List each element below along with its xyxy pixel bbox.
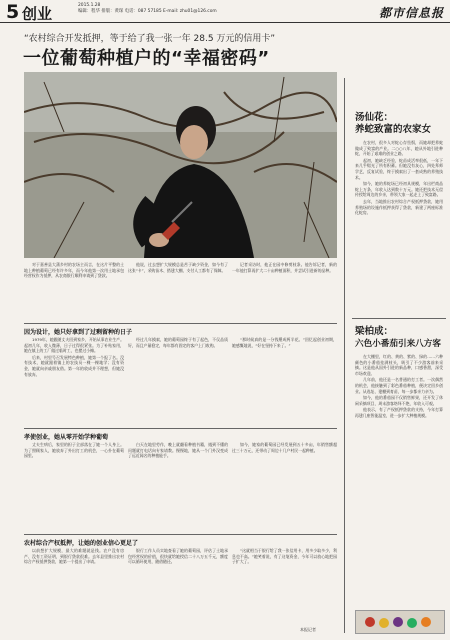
story-paragraph: 起初，她缺乏经验，蛇苗成活率很低，一年下来几乎赔光了所有积蓄。但她没有灰心，四处拜师学艺，反复试验，终于摸索出了一套成熟的养殖技术。 xyxy=(355,157,443,180)
tomato-icon xyxy=(356,611,444,633)
byline: 本报记者 xyxy=(300,627,316,632)
masthead-meta xyxy=(78,3,217,15)
story-paragraph: “那时候真的是一分钱掰成两半花。”回忆起创业初期，她感慨地说，“好在坚持下来了。” xyxy=(232,337,337,348)
side-story-1-headline xyxy=(355,112,431,136)
story-paragraph: 经过几年摸索，她的葡萄园终于有了起色，不仅品质好，而且产量稳定，每年都有固定的客户上门收购。 xyxy=(128,337,228,348)
side-story-1-name: 汤仙花： xyxy=(355,112,394,123)
newspaper-brand: 都市信息报 xyxy=(378,6,444,20)
intro-paragraph: 对于嘉善县大蒲乡村的农场主而言，在这片平整的土地上种植葡萄已经有许多年，而今年他第一次用土地承包经营权作为抵押，从农商银行顺利申请到了贷款。 xyxy=(24,262,124,279)
quote-headline: “农村综合开发抵押，等于给了我一张一年 28.5 万元的信用卡” xyxy=(24,34,276,44)
side-story-2-headline xyxy=(355,326,441,350)
story-paragraph: 丈夫生病后，家里的担子全部落在了她一个人身上。为了照顾家人，她放弃了外出打工的机会，一心扑在葡萄园里。 xyxy=(24,442,124,459)
intro-paragraph: 他说，过去想扩大规模总是苦于缺少资金，如今有了这张“卡”，采购苗木、搭建大棚、支付人工都有了保障。 xyxy=(128,262,228,273)
subheading-1: 因为设计，她只好拿到了过剩留种的日子 xyxy=(24,329,133,336)
tomato-thumbnail xyxy=(355,610,445,634)
story-paragraph: 以前想扩大规模，最大的难题就是钱。农户没有房产、没有工资证明，到银行贷款很难。去年县里推出农村综合产权抵押贷款，她第一个提出了申请。 xyxy=(24,548,124,565)
story-column xyxy=(24,442,124,530)
story-paragraph: 在大棚里，红的、黄的、紫的、绿的……六种颜色的小番茄挂满枝头，吸引了不少游客前来采摘。这是他从国外引进的新品种，口感香甜，深受市场欢迎。 xyxy=(355,354,443,376)
intro-column-3 xyxy=(232,262,337,320)
story-paragraph: 在农村，很多人对蛇心存畏惧，而她却把养蛇做成了致富的产业。二○○八年，她从外地引进种蛇，开始了艰难的创业之路。 xyxy=(355,140,443,157)
story-paragraph: 1979年，她跟随丈夫回到家乡，开始从事农业生产。起初几年，收入微薄，日子过得很紧张。为了补贴家用，她在镇上的工厂做过临时工，也摆过小摊。 xyxy=(24,337,124,354)
story-column xyxy=(24,337,124,425)
story-column xyxy=(232,337,337,425)
email-line: E-mail: zhu01@126.com xyxy=(163,9,217,14)
story-paragraph: 白天在地里劳作，晚上就翻看种植书籍，遇到不懂的问题就打电话向专家请教。慢慢地，她从一个门外汉变成了远近闻名的种植能手。 xyxy=(128,442,228,459)
story-column xyxy=(128,442,228,530)
story-column xyxy=(232,442,337,530)
phone-line: 电话：087 57185 xyxy=(124,9,162,14)
story-column xyxy=(24,548,124,630)
story-paragraph: 后来，村里号召发展特色种植，她第一个报了名。没有技术，她就跟着镇上的农技员一棵一棵地学；没有资金，她就向亲戚朋友借。第一年的收成并不理想，但她没有放弃。 xyxy=(24,354,124,377)
intro-column-2 xyxy=(128,262,228,320)
side-story-2-name: 梁柏成： xyxy=(355,326,394,337)
subheading-2: 孝使创业，她从零开始学种葡萄 xyxy=(24,434,109,441)
intro-paragraph: 记者采访时，他正在园中修剪枝条。他告诉记者，新的一年他打算再扩大二十亩种植面积，并尝试引进新的品种。 xyxy=(232,262,337,273)
subheading-3: 农村综合产权抵押，让她的创业信心更足了 xyxy=(24,540,139,547)
side-story-1-title: 养蛇致富的农家女 xyxy=(355,124,432,135)
masthead xyxy=(0,0,450,23)
section-title: 创业 xyxy=(22,5,53,23)
story-paragraph: 如今，他的番茄园不仅销售鲜果，还开发了休闲采摘项目，周末游客络绎不绝，年收入可观。 xyxy=(355,395,443,406)
story-column xyxy=(232,548,337,624)
vineyard-illustration xyxy=(24,72,337,258)
story-paragraph: 去年，当地推出农村综合产权抵押贷款，她用养殖场的设施作抵押获得了贷款，新建了两座标准化蛇房。 xyxy=(355,198,443,216)
intro-column xyxy=(24,262,124,320)
column-divider xyxy=(344,78,345,633)
story-paragraph: 如今，她家的葡萄园已经发展到五十多亩，年销售额超过三十万元，还带动了周边十几户村民一起种植。 xyxy=(232,442,337,453)
main-headline: 一位葡萄种植户的“幸福密码” xyxy=(23,48,270,69)
story-paragraph: 如今，她的养蛇场已经初具规模，年出栏商品蛇上万条，年收入达到数十万元。她还把技术无偿传授给周边的乡亲，带领大家一起走上了致富路。 xyxy=(355,181,443,198)
side-story-2-title: 六色小番茄引来八方客 xyxy=(355,339,441,349)
issue-date: 2015.1.28 xyxy=(78,3,101,8)
story-paragraph: 银行工作人员实地查看了她的葡萄园，评估了土地承包经营权的价值，很快就给她授信二十八万五千元，额度可以循环使用，随借随还。 xyxy=(128,548,228,565)
story-paragraph: “这就相当于银行给了我一张信用卡，用多少取多少，利息也不高。”她笑着说，有了这笔资金，今年可以放心地把园子扩大了。 xyxy=(232,548,337,565)
divider xyxy=(24,323,337,324)
divider xyxy=(24,534,337,535)
page-number: 5 xyxy=(6,1,20,23)
story-paragraph: 几年前，他还是一名普通的打工者。一次偶然的机会，他接触到了彩色番茄种植，便决定回乡创业。从选址、建棚到育苗，每一步都亲力亲为。 xyxy=(355,377,443,394)
divider xyxy=(24,428,337,429)
story-column xyxy=(128,548,228,630)
side-story-1-body xyxy=(355,140,443,312)
editor-line: 编辑：程华 排版：黄琛 xyxy=(78,9,124,14)
farmer-photo xyxy=(24,72,337,258)
story-paragraph: 他表示，有了产权抵押贷款的支持，今年打算再建几座智能温室，进一步扩大种植规模。 xyxy=(355,407,443,418)
divider xyxy=(352,318,446,319)
story-column xyxy=(128,337,228,425)
side-story-2-body xyxy=(355,354,443,606)
